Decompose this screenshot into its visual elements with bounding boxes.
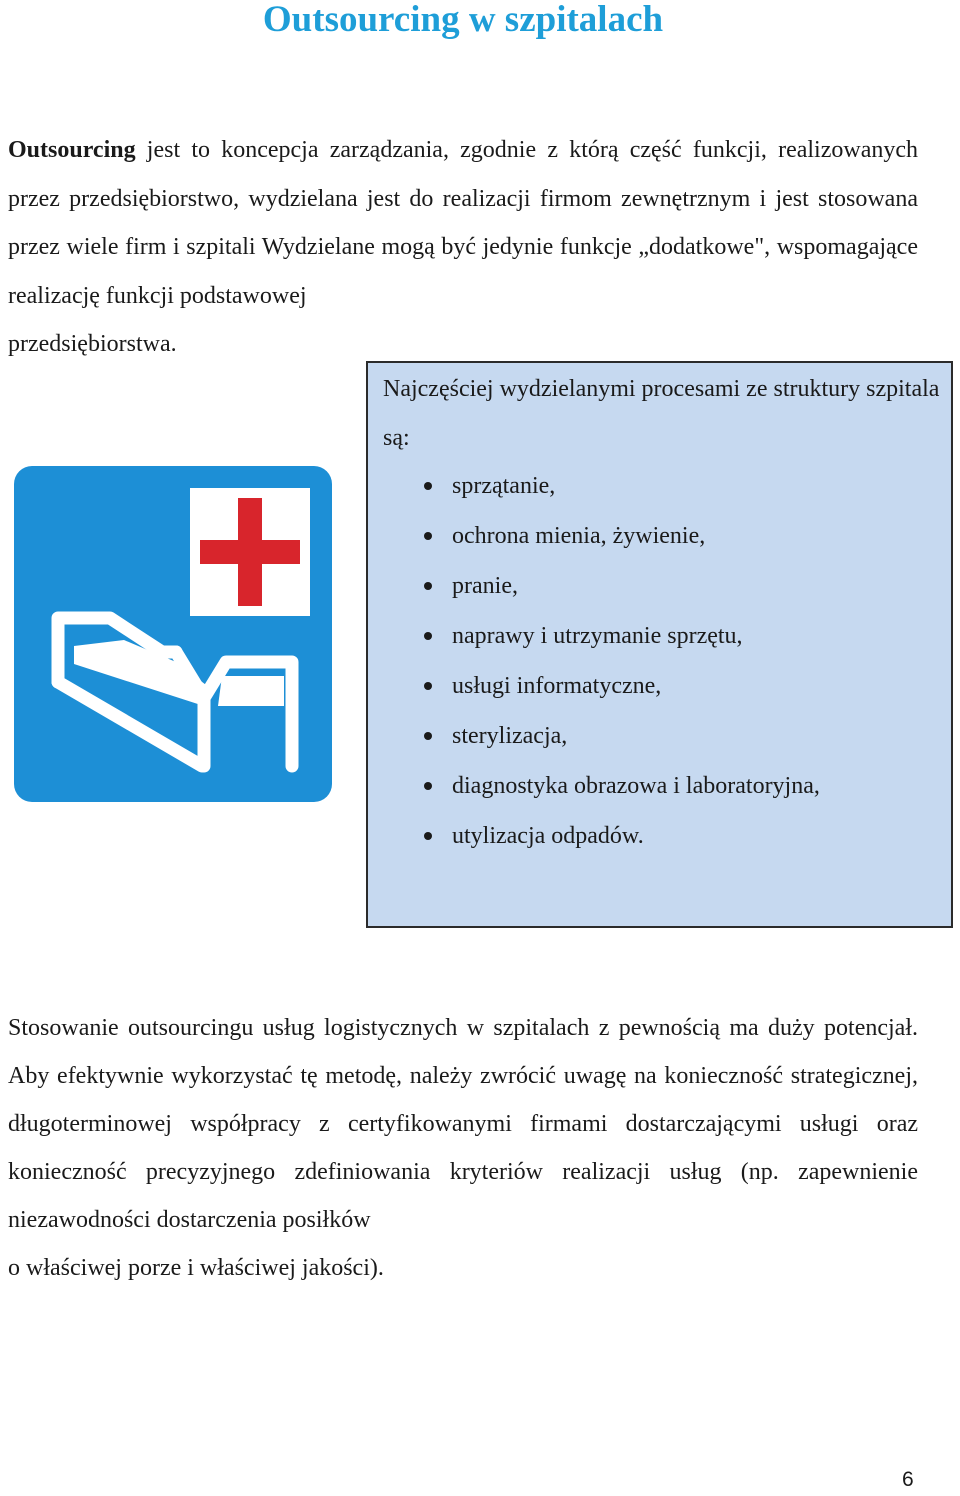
- bullet-dot-icon: [424, 832, 432, 840]
- intro-tail-text: przedsiębiorstwa.: [8, 331, 177, 357]
- bullet-dot-icon: [424, 782, 432, 790]
- list-item-label: sterylizacja,: [452, 723, 568, 749]
- list-item: [368, 511, 820, 561]
- list-item: [368, 811, 820, 861]
- hospital-bed-sign-icon: [14, 466, 332, 802]
- list-item-label: diagnostyka obrazowa i laboratoryjna,: [452, 773, 820, 799]
- list-item-label: sprzątanie,: [452, 473, 556, 499]
- list-item-label: utylizacja odpadów.: [452, 823, 644, 849]
- list-item: [368, 761, 820, 811]
- list-item: [368, 461, 820, 511]
- intro-lead-term: Outsourcing: [8, 137, 136, 163]
- bullet-dot-icon: [424, 482, 432, 490]
- intro-body-text: jest to koncepcja zarządzania, zgodnie z którą część funkcji, realizowanych przez przedsiębiorstwo, wydzielana jest do realizacji firmom zewnętrznym i jest stosowana przez wiele firm i szpitali Wydzielane mogą być jedynie funkcje „dodatkowe", wspomagające realizację funkcji podstawowej: [8, 137, 918, 309]
- bullet-dot-icon: [424, 532, 432, 540]
- bullet-dot-icon: [424, 582, 432, 590]
- list-item-label: naprawy i utrzymanie sprzętu,: [452, 623, 743, 649]
- outsourced-processes-list: [368, 461, 820, 861]
- intro-paragraph: [8, 126, 918, 369]
- infobox-intro-text: Najczęściej wydzielanymi procesami ze struktury szpitala są:: [383, 376, 940, 451]
- list-item-label: ochrona mienia, żywienie,: [452, 523, 706, 549]
- closing-paragraph: [8, 1004, 918, 1292]
- closing-tail-text: o właściwej porze i właściwej jakości).: [8, 1255, 384, 1281]
- bullet-dot-icon: [424, 632, 432, 640]
- list-item-label: usługi informatyczne,: [452, 673, 662, 699]
- outsourced-processes-box: [366, 361, 953, 928]
- list-item: [368, 611, 820, 661]
- page-title: Outsourcing w szpitalach: [262, 0, 664, 40]
- red-cross-icon: [190, 488, 310, 616]
- bullet-dot-icon: [424, 732, 432, 740]
- list-item: [368, 661, 820, 711]
- list-item-label: pranie,: [452, 573, 518, 599]
- list-item: [368, 711, 820, 761]
- list-item: [368, 561, 820, 611]
- closing-body-text: Stosowanie outsourcingu usług logistycznych w szpitalach z pewnością ma duży potencjał. Aby efektywnie wykorzystać tę metodę, należy zwrócić uwagę na konieczność strategicznej, długoterminowej współpracy z certyfikowanymi firmami dostarczającymi usługi oraz konieczność precyzyjnego zdefiniowania kryteriów realizacji usług (np. zapewnienie niezawodności dostarczenia posiłków: [8, 1015, 918, 1233]
- bullet-dot-icon: [424, 682, 432, 690]
- page-number: 6: [902, 1468, 914, 1491]
